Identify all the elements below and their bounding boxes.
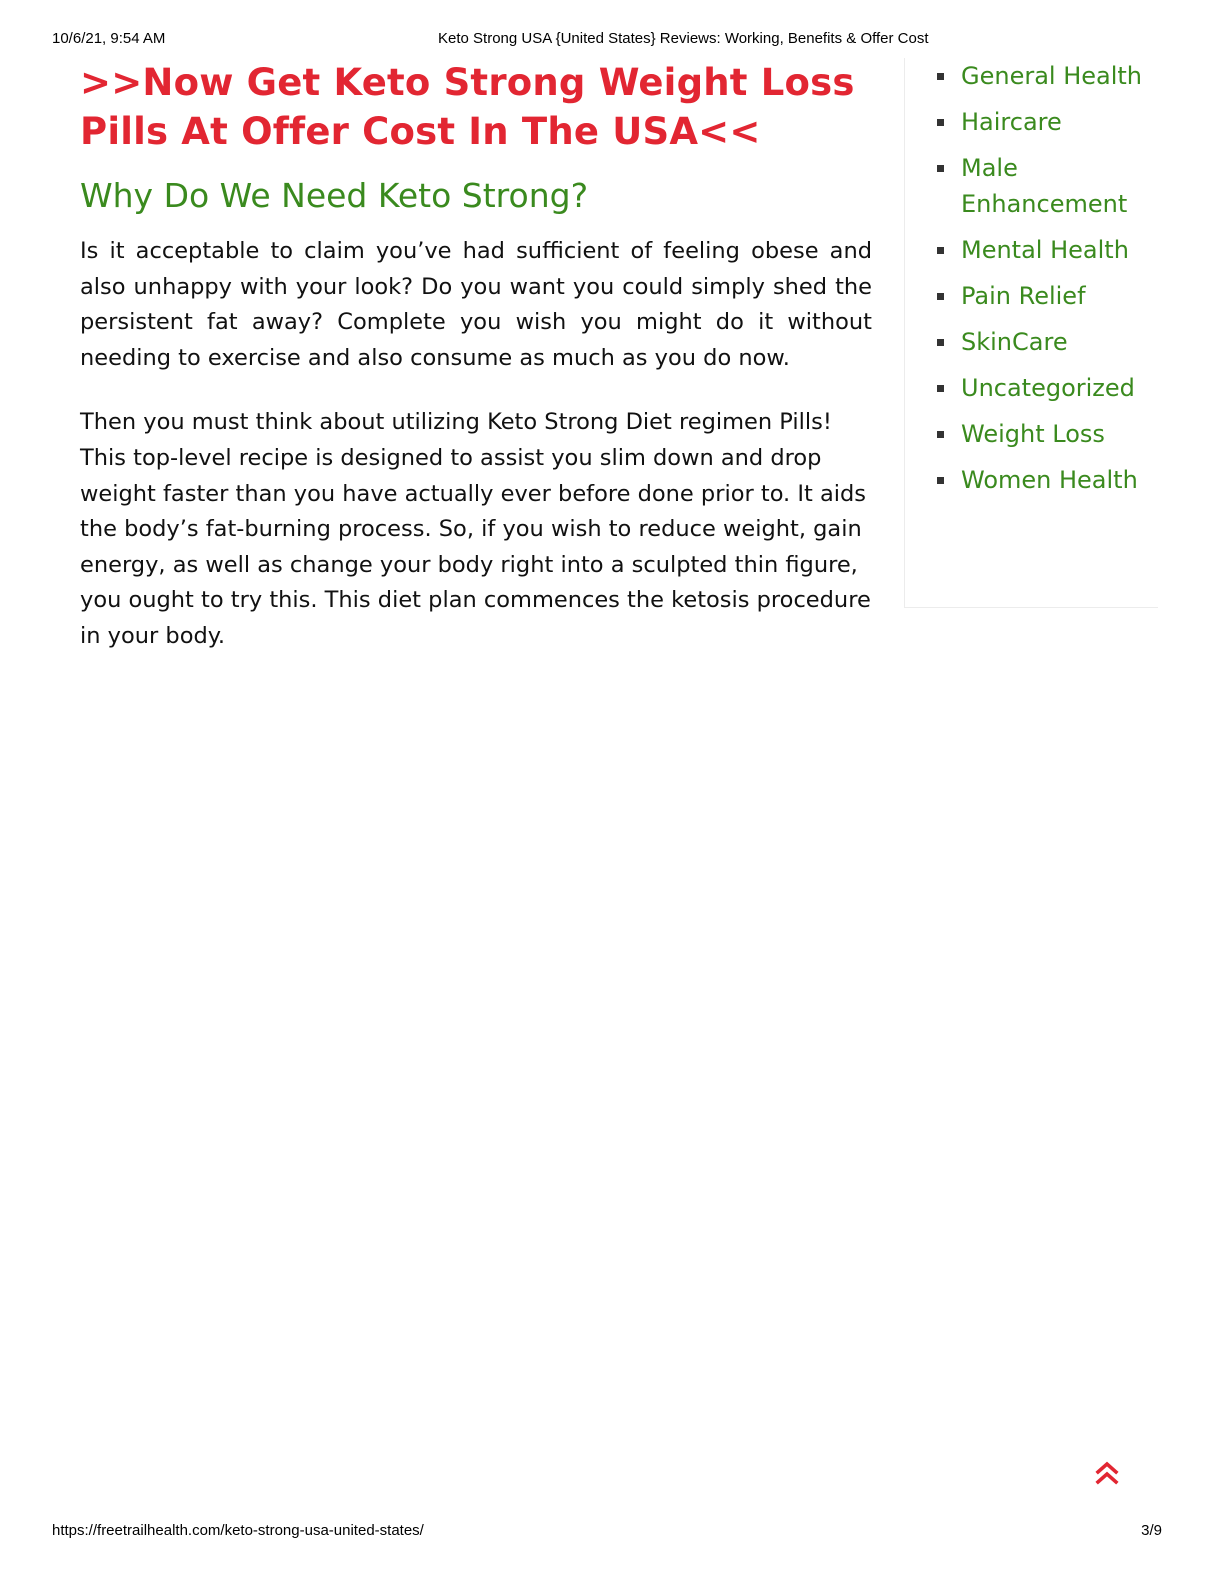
category-link-women-health[interactable]: Women Health xyxy=(961,466,1138,494)
category-item xyxy=(937,278,1157,314)
bullet-icon xyxy=(937,247,944,254)
bullet-icon xyxy=(937,431,944,438)
category-list xyxy=(937,58,1157,508)
category-link-mental-health[interactable]: Mental Health xyxy=(961,236,1129,264)
bullet-icon xyxy=(937,165,944,172)
category-link-uncategorized[interactable]: Uncategorized xyxy=(961,374,1135,402)
print-url: https://freetrailhealth.com/keto-strong-usa-united-states/ xyxy=(52,1522,424,1539)
bullet-icon xyxy=(937,119,944,126)
print-page-number: 3/9 xyxy=(1141,1522,1162,1539)
category-item xyxy=(937,462,1157,498)
category-item xyxy=(937,324,1157,360)
bullet-icon xyxy=(937,385,944,392)
category-item xyxy=(937,104,1157,140)
category-item xyxy=(937,416,1157,452)
double-chevron-up-icon xyxy=(1094,1460,1120,1486)
sidebar-categories xyxy=(904,58,1158,608)
category-link-pain-relief[interactable]: Pain Relief xyxy=(961,282,1086,310)
category-item xyxy=(937,150,1157,222)
category-link-haircare[interactable]: Haircare xyxy=(961,108,1062,136)
print-datetime: 10/6/21, 9:54 AM xyxy=(52,30,166,47)
bullet-icon xyxy=(937,339,944,346)
category-item xyxy=(937,370,1157,406)
back-to-top-button[interactable] xyxy=(1094,1460,1120,1486)
category-link-general-health[interactable]: General Health xyxy=(961,62,1143,90)
category-link-skincare[interactable]: SkinCare xyxy=(961,328,1068,356)
category-item xyxy=(937,58,1157,94)
bullet-icon xyxy=(937,293,944,300)
section-heading: Why Do We Need Keto Strong? xyxy=(80,176,589,215)
category-item xyxy=(937,232,1157,268)
article-paragraph: Is it acceptable to claim you’ve had sufficient of feeling obese and also unhappy with your look? Do you want you could simply shed the persistent fat away? Complete you wish you might do it without needing to exercise and also consume as much as you do now. xyxy=(80,238,872,371)
bullet-icon xyxy=(937,477,944,484)
article-paragraph: Then you must think about utilizing Keto Strong Diet regimen Pills! This top-level recipe is designed to assist you slim down and drop weight faster than you have actually ever before done prior to. It aids the body’s fat-burning process. So, if you wish to reduce weight, gain energy, as well as change your body right into a sculpted thin figure, you ought to try this. This diet plan commences the ketosis procedure in your body. xyxy=(80,409,871,649)
print-page-title: Keto Strong USA {United States} Reviews: Working, Benefits & Offer Cost xyxy=(438,30,929,47)
bullet-icon xyxy=(937,73,944,80)
category-link-weight-loss[interactable]: Weight Loss xyxy=(961,420,1105,448)
category-link-male-enhancement[interactable]: Male Enhancement xyxy=(961,154,1128,218)
article-content xyxy=(80,58,872,655)
offer-link[interactable]: >>Now Get Keto Strong Weight Loss Pills At Offer Cost In The USA<< xyxy=(80,61,855,153)
